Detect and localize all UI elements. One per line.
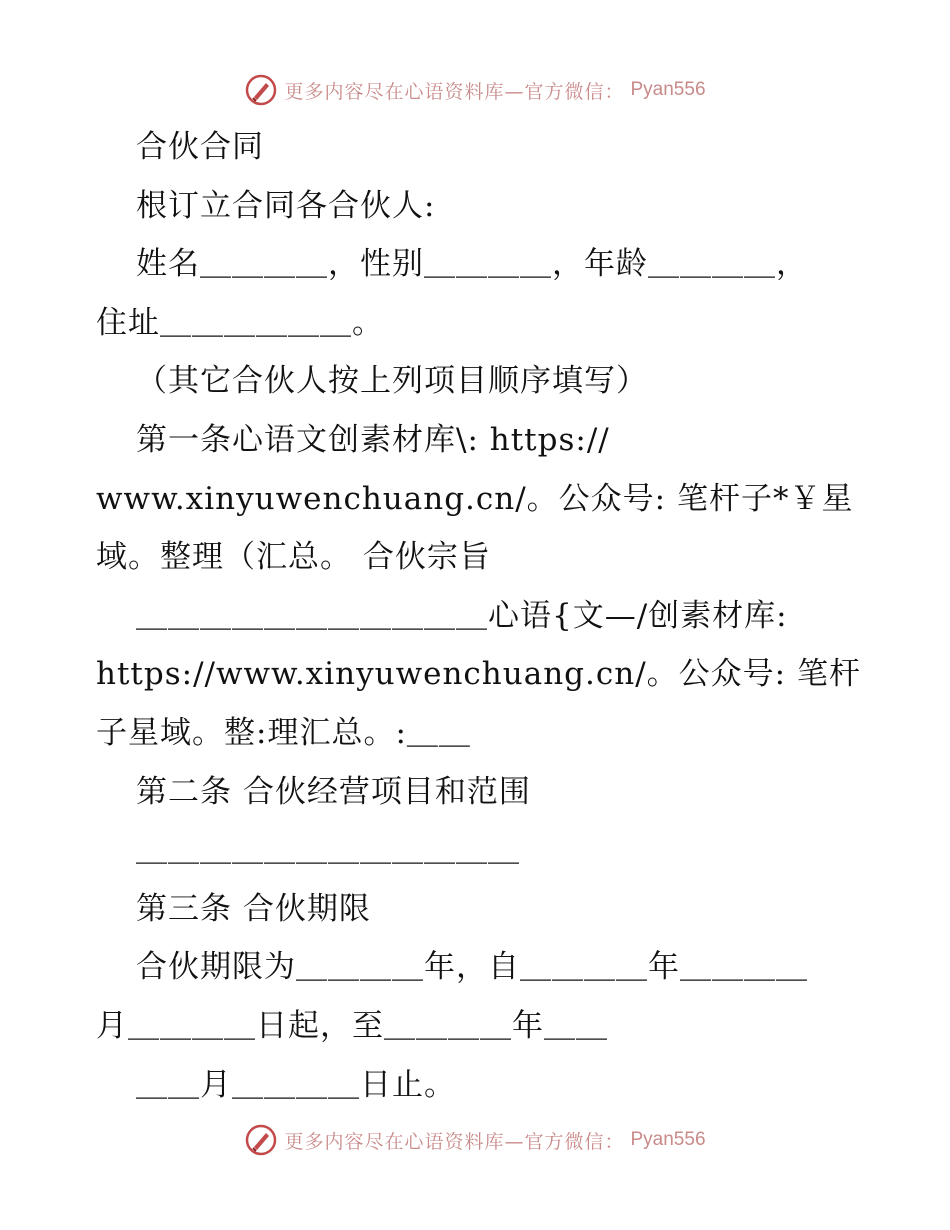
doc-line: （其它合伙人按上列项目顺序填写） [136, 363, 648, 400]
doc-line: ＿＿＿＿＿＿＿＿＿＿＿心语{文—/创素材库: [136, 597, 788, 634]
watermark-text: 更多内容尽在心语资料库—官方微信： [284, 1130, 625, 1153]
pen-logo-icon [244, 73, 278, 107]
doc-line: 域。整理（汇总。 合伙宗旨 [96, 539, 491, 576]
article-3-heading: 第三条 合伙期限 [136, 890, 371, 927]
doc-line: www.xinyuwenchuang.cn/。公众号: 笔杆子*￥星 [96, 480, 854, 517]
document-title: 合伙合同 [136, 129, 264, 165]
doc-line: 住址＿＿＿＿＿＿。 [96, 304, 384, 341]
watermark-handle: Pyan556 [630, 1129, 706, 1150]
watermark-footer [0, 1120, 950, 1160]
pen-logo-icon [244, 1123, 278, 1157]
doc-line: 月＿＿＿＿日起，至＿＿＿＿年＿＿ [96, 1007, 608, 1044]
doc-line: 合伙期限为＿＿＿＿年，自＿＿＿＿年＿＿＿＿ [136, 949, 808, 986]
document-body [96, 118, 861, 1114]
doc-line: ＿＿＿＿＿＿＿＿＿＿＿＿ [136, 832, 520, 869]
doc-line: ＿＿月＿＿＿＿日止。 [136, 1066, 456, 1103]
article-1-heading: 第一条心语文创素材库\: https:// [136, 421, 610, 458]
doc-line: 姓名＿＿＿＿，性别＿＿＿＿，年龄＿＿＿＿， [136, 246, 808, 283]
watermark-handle: Pyan556 [630, 79, 706, 100]
doc-line: https://www.xinyuwenchuang.cn/。公众号: 笔杆 [96, 656, 861, 693]
doc-line: 子星域。整:理汇总。:＿＿ [96, 714, 471, 751]
doc-line: 根订立合同各合伙人: [136, 187, 436, 224]
watermark-header [0, 70, 950, 110]
watermark-text: 更多内容尽在心语资料库—官方微信： [284, 80, 625, 103]
article-2-heading: 第二条 合伙经营项目和范围 [136, 773, 531, 810]
